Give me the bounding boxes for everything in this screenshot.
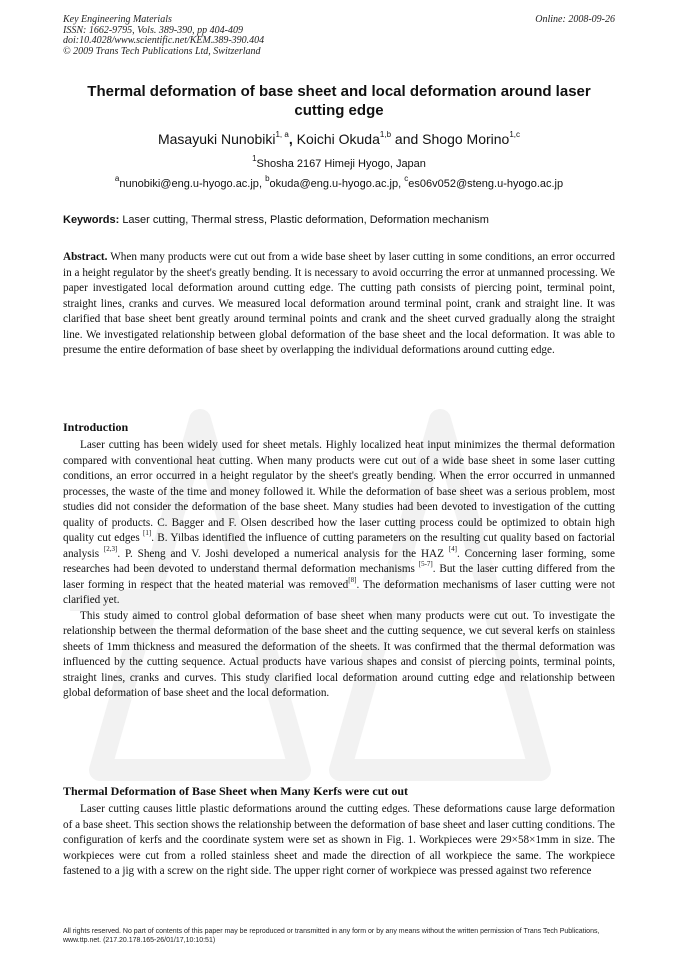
- citation: [8]: [348, 575, 357, 584]
- intro-text-d: . Concerning laser forming, some researches had been devoted to understand thermal deformation mechanisms: [63, 547, 615, 575]
- abstract: [63, 250, 615, 359]
- email-c: es06v052@steng.u-hyogo.ac.jp: [408, 178, 564, 190]
- introduction-paragraph-1: [63, 438, 615, 609]
- intro-text-b: . B. Yilbas identified the influence of cutting parameters on the resulting cut quality based on factorial analysis: [63, 532, 616, 560]
- email-b: okuda@eng.u-hyogo.ac.jp: [269, 178, 399, 190]
- citation: [5-7]: [418, 560, 433, 569]
- intro-text-f: . The deformation mechanisms of laser cutting were not clarified yet.: [63, 578, 615, 606]
- introduction-paragraph-2: This study aimed to control global deformation of base sheet when many products were cut out. To investigate the relationship between the thermal deformation of the base sheet and the cutting sequence, we cut several kerfs on stainless sheets of 1mm thickness and measured the deformation of the sheets. It was confirmed that the thermal deformation was influenced by the cutting sequence. Actual products have various shapes and consist of piercing points, terminal points, straight lines, cranks and curves. This study clarified local deformation around cutting edge and relationship between global deformation of base sheet and the local deformation.: [63, 609, 615, 699]
- intro-text-e: . But the laser cutting differed from the laser forming in respect that the heated material was removed: [63, 563, 616, 591]
- citation: [1]: [143, 529, 152, 538]
- keywords-text: Laser cutting, Thermal stress, Plastic deformation, Deformation mechanism: [122, 214, 489, 226]
- paper-title: Thermal deformation of base sheet and local deformation around laser cutting edge: [87, 83, 591, 119]
- keywords-label: Keywords:: [63, 214, 120, 226]
- email-a-sup: a: [114, 174, 120, 184]
- keywords: [63, 213, 615, 227]
- author-3: Shogo Morino: [422, 131, 510, 147]
- affiliation-sup: 1: [252, 154, 257, 164]
- email-c-sup: c: [404, 174, 409, 184]
- copyright-line: © 2009 Trans Tech Publications Ltd, Switzerland: [63, 45, 261, 57]
- affiliation: [63, 154, 615, 171]
- rights-footer: All rights reserved. No part of contents of this paper may be reproduced or transmitted in any form or by any means without the written permission of Trans Tech Publications, www.ttp.net. (217.20.178.165-26/01/17,10:10:51): [63, 928, 600, 944]
- journal-name: Key Engineering Materials: [63, 14, 172, 25]
- abstract-label: Abstract.: [63, 251, 108, 263]
- author-list: Masayuki Nunobiki$^{1, a}$, Koichi Okuda$^{1,b}$ and Shogo Morino$^{1,c}$: [157, 130, 520, 147]
- intro-text-a: Laser cutting has been widely used for sheet metals. Highly localized heat input minimizes the thermal deformation compared with conventional heat cutting. When many products were cut out of a wide base sheet in some laser cutting conditions, an error occurred in a height regulator by the sheet's greatly bending. When the error occurred in unmanned processes, the waste of the time and money followed it. While the deformation of base sheet was a serious problem, most studies did not consider the deformation of the base sheet. Many studies had been devoted to investigation of the cutting quality of products. C. Bagger and F. Olsen described how the laser cutting process could be optimized to obtain high quality cut edges: [63, 439, 615, 544]
- author-2-sup: 1,b: [379, 130, 392, 140]
- doi-line: doi:10.4028/www.scientific.net/KEM.389-390.404: [63, 35, 265, 46]
- citation: [2,3]: [103, 544, 118, 553]
- section-2-heading: Thermal Deformation of Base Sheet when Many Kerfs were cut out: [63, 784, 409, 798]
- abstract-text: When many products were cut out from a wide base sheet by laser cutting in some conditions, an error occurred in a height regulator by the sheet's greatly bending. It is necessary to avoid occurring the error at unmanned processing. We paper investigated local deformation around cutting edge. The cutting path consists of piercing point, terminal point, straight lines, cranks and curves. We measured local deformation around terminal point, crank and straight line. It was clarified that base sheet bent greatly around terminal points and crank and the sheet curved gradually along the straight line. We investigated relationship between global deformation of the base sheet and the local deformation. It was able to presume the entire deformation of base sheet by overlapping the individual deformations around cutting edge.: [63, 251, 615, 356]
- section-2-body: [63, 802, 615, 880]
- journal-metadata: [63, 15, 615, 57]
- section-2-paragraph-1: Laser cutting causes little plastic deformations around the cutting edges. These deformations cause large deformation of a base sheet. This section shows the relationship between the deformation of base sheet and laser cutting conditions. The configuration of kerfs and the coordinate system were set as shown in Fig. 1. Workpieces were 29×58×1mm in size. The workpieces were cut from a rolled stainless sheet and made the direction of all workpiece the same. The workpiece fastened to a jig with a screw on the right side. The upper right corner of workpiece was pressed against two reference: [63, 803, 615, 877]
- author-and: and: [394, 131, 419, 147]
- issn-line: ISSN: 1662-9795, Vols. 389-390, pp 404-409: [63, 24, 243, 36]
- introduction-heading: Introduction: [63, 420, 129, 434]
- online-date: Online: 2008-09-26: [535, 14, 615, 25]
- email-b-sup: b: [265, 174, 270, 184]
- author-1: Masayuki Nunobiki: [157, 131, 276, 147]
- intro-text-c: . P. Sheng and V. Joshi developed a numerical analysis for the HAZ: [117, 547, 444, 560]
- author-1-sup: 1, a: [275, 130, 289, 140]
- author-2: Koichi Okuda: [296, 131, 380, 147]
- affiliation-text: Shosha 2167 Himeji Hyogo, Japan: [256, 158, 426, 170]
- author-3-sup: 1,c: [509, 130, 520, 140]
- email-a: nunobiki@eng.u-hyogo.ac.jp: [119, 178, 259, 190]
- email-list: $^a$nunobiki@eng.u-hyogo.ac.jp, $^b$okuda@eng.u-hyogo.ac.jp, $^c$es06v052@steng.u-hyogo.ac.jp: [114, 174, 564, 190]
- introduction-body: [63, 438, 615, 702]
- citation: [4]: [448, 544, 457, 553]
